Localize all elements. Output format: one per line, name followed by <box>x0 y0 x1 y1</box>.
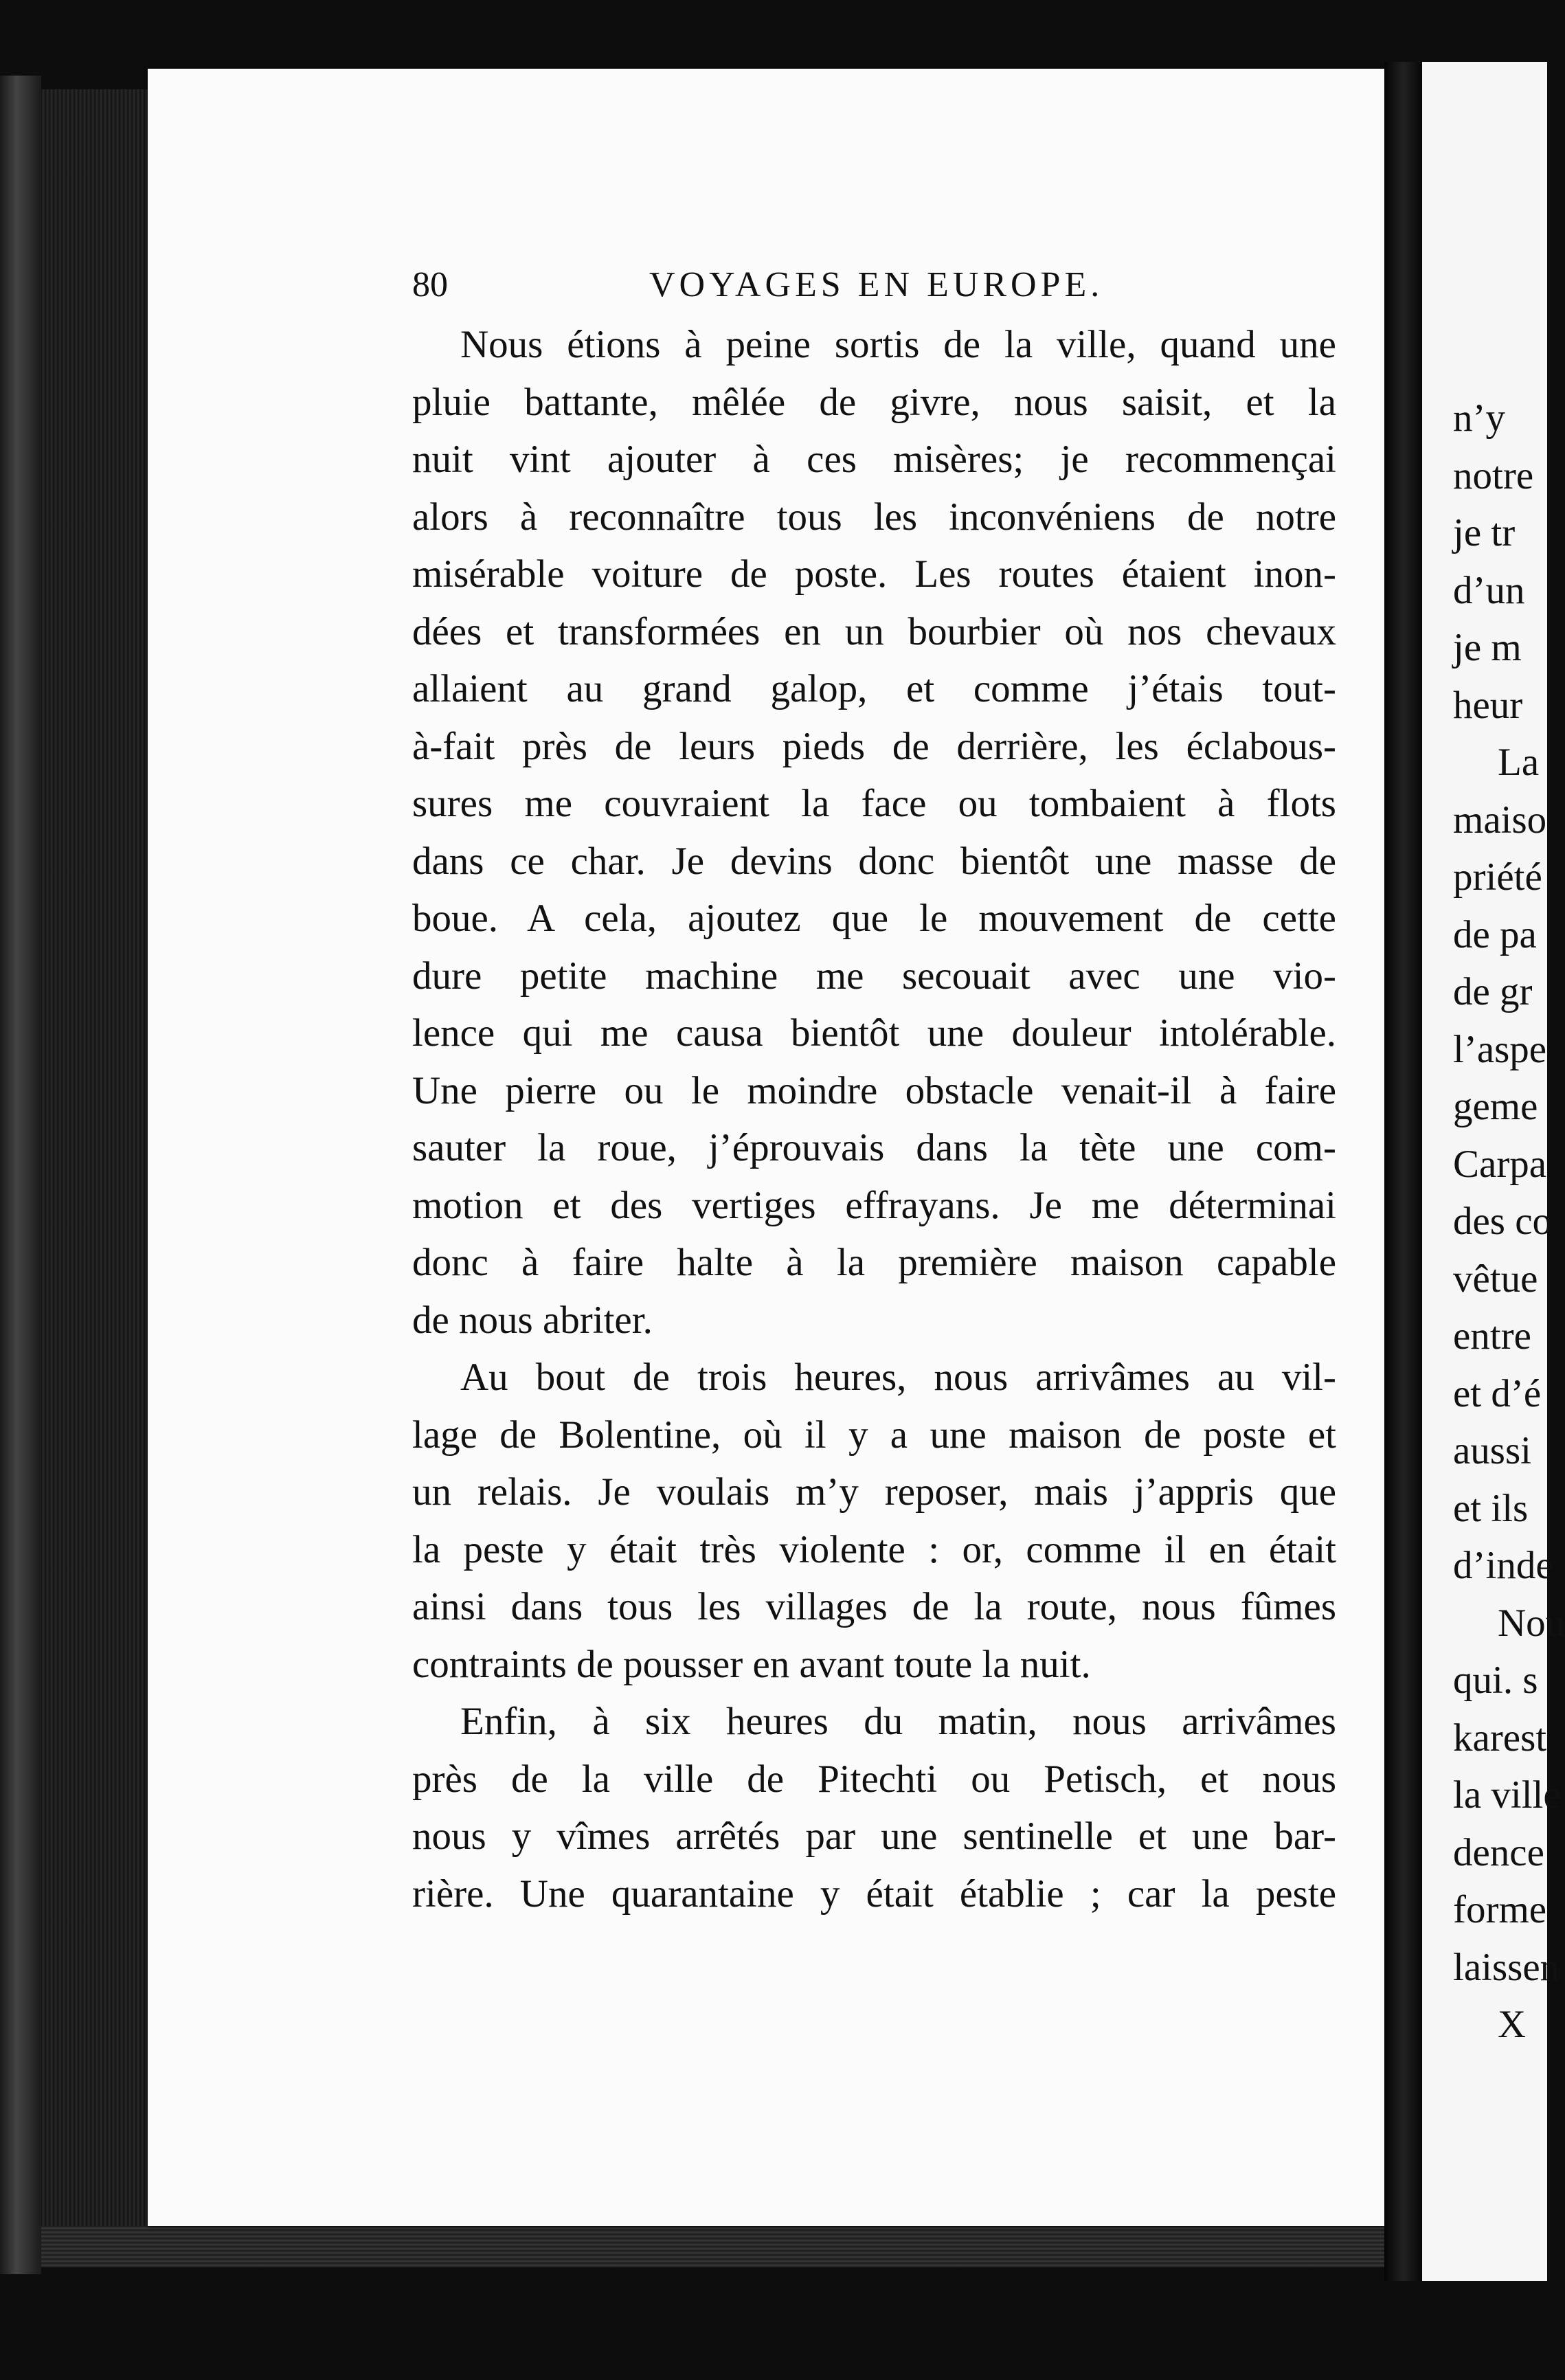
text-line: d’un <box>1453 568 1525 612</box>
text-line: lage de Bolentine, où il y a une maison de poste et <box>412 1413 1336 1457</box>
text-line: geme <box>1453 1085 1538 1128</box>
text-line: un relais. Je voulais m’y reposer, mais j’appris que <box>412 1470 1336 1514</box>
text-line: forme <box>1453 1888 1547 1931</box>
text-line: la ville <box>1453 1773 1561 1817</box>
text-line: je m <box>1453 626 1522 669</box>
text-line: Enfin, à six heures du matin, nous arrivâmes <box>460 1700 1336 1743</box>
text-line: pluie battante, mêlée de givre, nous saisit, et la <box>412 380 1336 424</box>
page-header <box>412 265 1347 306</box>
text-line: rière. Une quarantaine y était établie ; car la peste <box>412 1872 1336 1916</box>
text-line: d’inde <box>1453 1544 1553 1587</box>
text-line: la peste y était très violente : or, comme il en était <box>412 1527 1336 1571</box>
text-line: n’y <box>1453 396 1505 440</box>
text-line: misérable voiture de poste. Les routes étaient inon- <box>412 552 1336 596</box>
right-page-fragment <box>1422 62 1565 2281</box>
text-line: nous y vîmes arrêtés par une sentinelle et une bar- <box>412 1815 1336 1858</box>
text-line: heur <box>1453 683 1523 727</box>
page-number: 80 <box>412 265 448 304</box>
text-line: Carpa <box>1453 1142 1547 1186</box>
text-line: maiso <box>1453 798 1547 842</box>
stacked-page-edges <box>41 89 151 2254</box>
text-line: ainsi dans tous les villages de la route, nous fûmes <box>412 1585 1336 1628</box>
text-line: La <box>1498 741 1540 784</box>
text-line: allaient au grand galop, et comme j’étais tout- <box>412 667 1336 710</box>
text-line: qui. s <box>1453 1659 1538 1702</box>
text-line: Nous étions à peine sortis de la ville, quand une <box>460 323 1336 366</box>
body-text <box>412 316 1336 1922</box>
text-line: lence qui me causa bientôt une douleur intolérable. <box>412 1011 1336 1055</box>
text-line: Une pierre ou le moindre obstacle venait-il à faire <box>412 1068 1336 1112</box>
text-line: vêtue <box>1453 1257 1538 1301</box>
text-line: Au bout de trois heures, nous arrivâmes au vil- <box>460 1356 1336 1399</box>
book-gutter <box>1384 62 1422 2281</box>
text-line: l’aspe <box>1453 1027 1547 1071</box>
text-line: motion et des vertiges effrayans. Je me déterminai <box>412 1183 1336 1227</box>
text-line: je tr <box>1453 511 1516 554</box>
text-line: sures me couvraient la face ou tombaient à flots <box>412 782 1336 825</box>
text-line: notre <box>1453 453 1534 497</box>
text-line: nuit vint ajouter à ces misères; je recommençai <box>412 438 1336 481</box>
text-line: contraints de pousser en avant toute la nuit. <box>412 1642 1091 1686</box>
text-line: près de la ville de Pitechti ou Petisch, et nous <box>412 1757 1336 1801</box>
text-line: aussi <box>1453 1429 1531 1472</box>
text-line: boue. A cela, ajoutez que le mouvement de cette <box>412 897 1336 940</box>
text-line: de pa <box>1453 912 1537 956</box>
text-line: sauter la roue, j’éprouvais dans la tète une com- <box>412 1126 1336 1169</box>
text-line: et ils <box>1453 1486 1529 1530</box>
text-line: karest <box>1453 1716 1547 1760</box>
text-line: dure petite machine me secouait avec une vio- <box>412 954 1336 998</box>
text-line: laissen <box>1453 1945 1560 1989</box>
text-line: X <box>1498 2003 1527 2046</box>
text-line: des co <box>1453 1200 1553 1243</box>
right-page-text <box>1453 390 1565 2054</box>
text-line: et d’é <box>1453 1371 1542 1415</box>
text-line: de gr <box>1453 970 1533 1013</box>
text-line: Nou <box>1498 1601 1565 1645</box>
text-line: donc à faire halte à la première maison capable <box>412 1241 1336 1284</box>
page-bottom-edge <box>41 2226 1388 2267</box>
text-line: dence <box>1453 1830 1544 1874</box>
text-line: entre <box>1453 1314 1531 1358</box>
book-binding-left <box>0 76 41 2274</box>
text-line: dées et transformées en un bourbier où nos chevaux <box>412 609 1336 653</box>
text-line: priété <box>1453 855 1542 899</box>
running-title: VOYAGES EN EUROPE. <box>649 265 1104 304</box>
text-line: alors à reconnaître tous les inconvéniens de notre <box>412 495 1336 539</box>
text-line: de nous abriter. <box>412 1298 653 1342</box>
text-line: dans ce char. Je devins donc bientôt une masse de <box>412 839 1336 883</box>
text-line: à-fait près de leurs pieds de derrière, les éclabous- <box>412 724 1336 768</box>
